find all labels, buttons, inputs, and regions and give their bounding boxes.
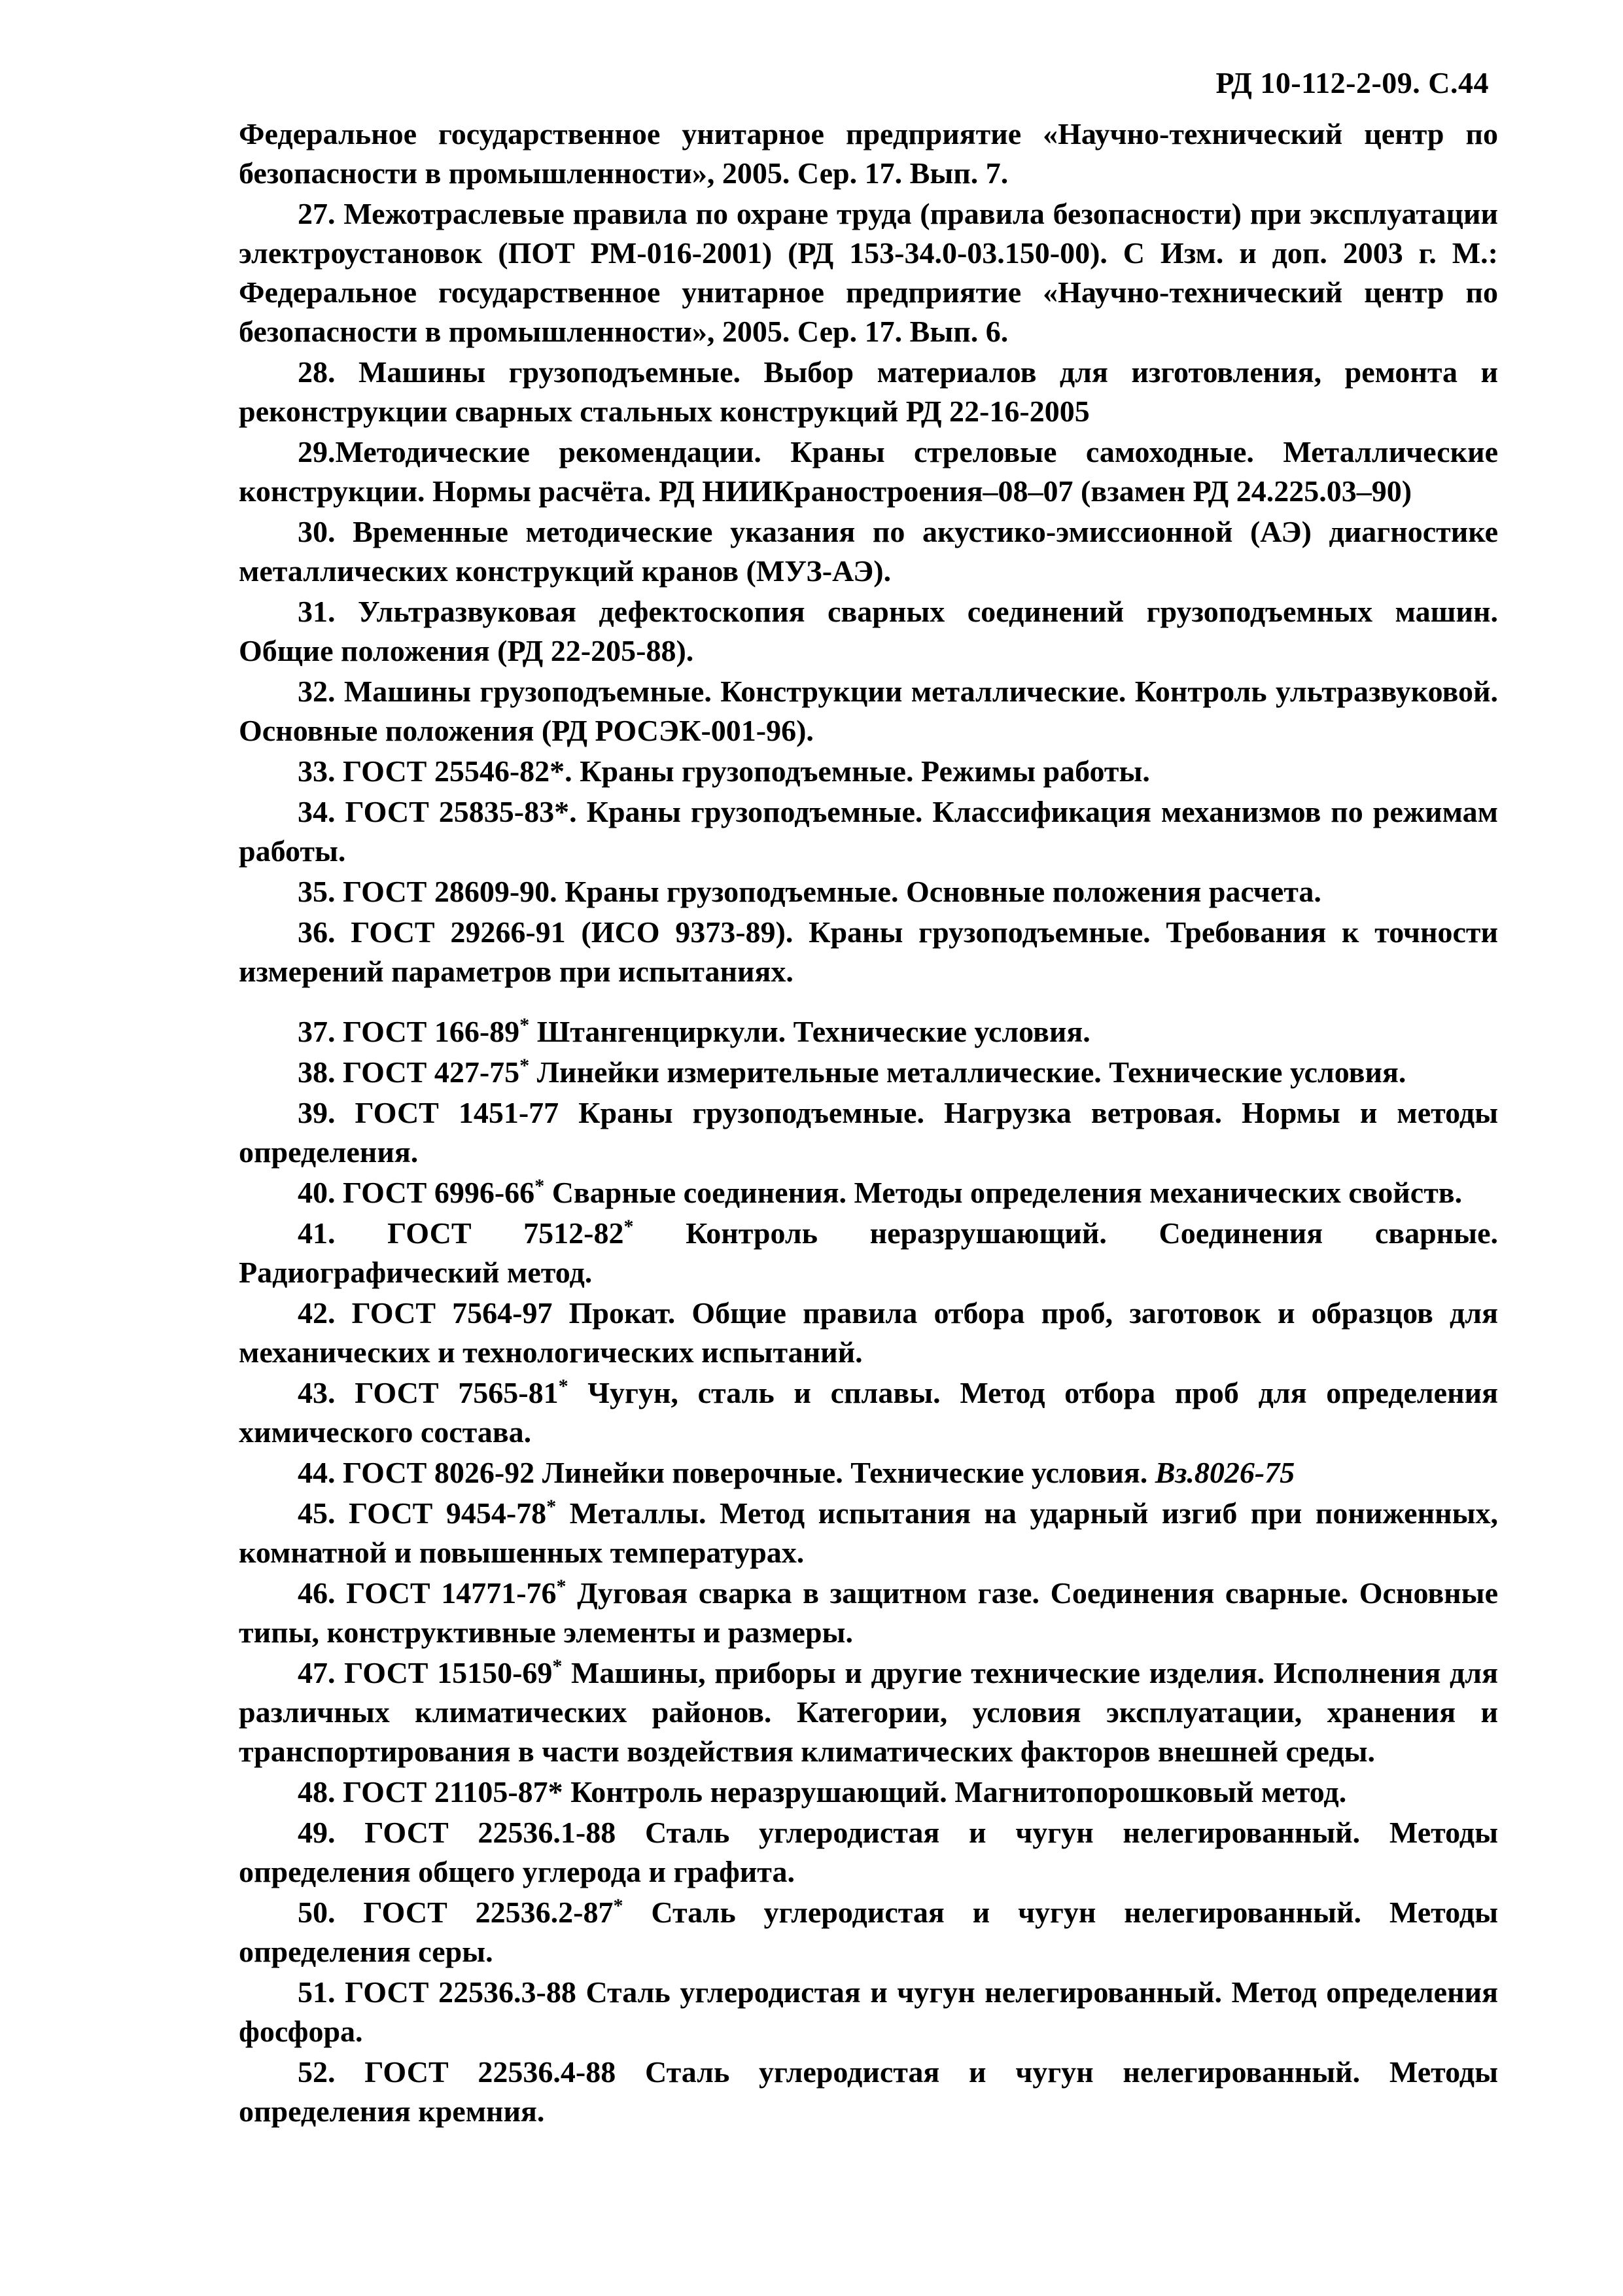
reference-title: Сталь углеродистая и чугун нелегированный. Методы определения кремния.: [239, 2055, 1498, 2128]
reference-code: 47. ГОСТ 15150-69: [298, 1656, 553, 1689]
reference-item-29: 29.Методические рекомендации. Краны стреловые самоходные. Металлические конструкции. Нормы расчёта. РД НИИКраностроения–08–07 (взамен РД 24.225.03–90): [239, 435, 1498, 508]
reference-item-52: [239, 2053, 1498, 2131]
footnote-asterisk: *: [519, 1014, 530, 1036]
reference-code: 37. ГОСТ 166-89: [298, 1015, 520, 1048]
reference-item-38: [239, 1053, 1498, 1092]
reference-code: 49. ГОСТ 22536.1-88: [298, 1816, 616, 1849]
reference-code: 50. ГОСТ 22536.2-87: [298, 1896, 614, 1929]
reference-item-45: [239, 1494, 1498, 1572]
reference-title: Краны грузоподъемные. Нагрузка ветровая. Нормы и методы определения.: [239, 1096, 1499, 1169]
reference-title: Прокат. Общие правила отбора проб, заготовок и образцов для механических и технологических испытаний.: [239, 1296, 1498, 1369]
reference-item-39: [239, 1093, 1498, 1172]
reference-item-40: [239, 1173, 1498, 1212]
reference-item-41: [239, 1214, 1498, 1292]
reference-code: 38. ГОСТ 427-75: [298, 1055, 520, 1089]
reference-item-44: [239, 1453, 1498, 1492]
reference-title: Штангенциркули. Технические условия.: [529, 1015, 1091, 1048]
reference-title: Машины, приборы и другие технические изделия. Исполнения для различных климатических районов. Категории, условия эксплуатации, хранения и транспортирования в части воздействия климатических факторов внешней среды.: [239, 1656, 1498, 1768]
document-reference-header: РД 10-112-2-09. С.44: [1215, 66, 1489, 99]
reference-item-34: 34. ГОСТ 25835-83*. Краны грузоподъемные. Классификация механизмов по режимам работы.: [239, 795, 1498, 868]
reference-title: Металлы. Метод испытания на ударный изгиб при пониженных, комнатной и повышенных температурах.: [239, 1496, 1499, 1569]
reference-list: [239, 115, 1498, 2132]
reference-title: Контроль неразрушающий. Соединения сварные. Радиографический метод.: [239, 1216, 1498, 1289]
reference-title: Линейки поверочные. Технические условия.: [534, 1456, 1155, 1489]
reference-code: 48. ГОСТ 21105-87*: [298, 1775, 563, 1809]
reference-title: Сталь углеродистая и чугун нелегированный. Методы определения общего углерода и графита.: [239, 1816, 1498, 1888]
replacement-note: Вз.8026-75: [1155, 1456, 1295, 1489]
reference-title: Сталь углеродистая и чугун нелегированный. Метод определения фосфора.: [239, 1975, 1498, 2048]
reference-title: Чугун, сталь и сплавы. Метод отбора проб для определения химического состава.: [239, 1376, 1498, 1449]
reference-item-46: [239, 1574, 1498, 1652]
reference-code: 45. ГОСТ 9454-78: [298, 1496, 547, 1530]
footnote-asterisk: *: [552, 1655, 563, 1677]
footnote-asterisk: *: [613, 1895, 623, 1916]
reference-item-48: [239, 1773, 1498, 1812]
reference-item-31: 31. Ультразвуковая дефектоскопия сварных соединений грузоподъемных машин. Общие положения (РД 22-205-88).: [239, 595, 1498, 667]
footnote-asterisk: *: [556, 1576, 567, 1597]
reference-item-50: [239, 1893, 1498, 1971]
reference-code: 42. ГОСТ 7564-97: [298, 1296, 553, 1330]
reference-code: 51. ГОСТ 22536.3-88: [298, 1975, 576, 2009]
reference-item-27: 27. Межотраслевые правила по охране труда (правила безопасности) при эксплуатации электроустановок (ПОТ РМ-016-2001) (РД 153-34.0-03.150-00). С Изм. и доп. 2003 г. М.: Федеральное государственное унитарное предприятие «Научно-технический центр по безопасности в промышленности», 2005. Сер. 17. Вып. 6.: [239, 197, 1498, 348]
reference-item-51: [239, 1973, 1498, 2051]
reference-code: 39. ГОСТ 1451-77: [298, 1096, 559, 1129]
reference-continuation: Федеральное государственное унитарное предприятие «Научно-технический центр по безопасности в промышленности», 2005. Сер. 17. Вып. 7.: [239, 117, 1498, 190]
reference-code: 43. ГОСТ 7565-81: [298, 1376, 559, 1409]
reference-title: Дуговая сварка в защитном газе. Соединения сварные. Основные типы, конструктивные элементы и размеры.: [239, 1576, 1498, 1649]
reference-title: Линейки измерительные металлические. Технические условия.: [529, 1055, 1406, 1089]
reference-item-36: 36. ГОСТ 29266-91 (ИСО 9373-89). Краны грузоподъемные. Требования к точности измерений параметров при испытаниях.: [239, 915, 1498, 988]
reference-code: 44. ГОСТ 8026-92: [298, 1456, 535, 1489]
reference-title: Контроль неразрушающий. Магнитопорошковый метод.: [563, 1775, 1347, 1809]
reference-title: Сварные соединения. Методы определения механических свойств.: [544, 1176, 1463, 1209]
reference-item-35: 35. ГОСТ 28609-90. Краны грузоподъемные. Основные положения расчета.: [298, 875, 1321, 908]
footnote-asterisk: *: [623, 1216, 634, 1237]
reference-item-49: [239, 1813, 1498, 1892]
reference-item-33: 33. ГОСТ 25546-82*. Краны грузоподъемные. Режимы работы.: [298, 754, 1150, 788]
reference-item-43: [239, 1373, 1498, 1452]
reference-item-47: [239, 1653, 1498, 1771]
footnote-asterisk: *: [558, 1375, 568, 1397]
reference-item-37: [239, 1012, 1498, 1051]
footnote-asterisk: *: [534, 1175, 545, 1197]
footnote-asterisk: *: [519, 1055, 530, 1076]
reference-title: Сталь углеродистая и чугун нелегированный. Методы определения серы.: [239, 1896, 1498, 1968]
reference-code: 52. ГОСТ 22536.4-88: [298, 2055, 616, 2089]
reference-code: 46. ГОСТ 14771-76: [298, 1576, 557, 1610]
reference-code: 40. ГОСТ 6996-66: [298, 1176, 535, 1209]
reference-item-42: [239, 1294, 1498, 1372]
reference-item-30: 30. Временные методические указания по акустико-эмиссионной (АЭ) диагностике металлических конструкций кранов (МУЗ-АЭ).: [239, 515, 1498, 588]
reference-code: 41. ГОСТ 7512-82: [298, 1216, 624, 1250]
reference-item-32: 32. Машины грузоподъемные. Конструкции металлические. Контроль ультразвуковой. Основные положения (РД РОСЭК-001-96).: [239, 675, 1498, 747]
footnote-asterisk: *: [546, 1496, 557, 1517]
reference-item-28: 28. Машины грузоподъемные. Выбор материалов для изготовления, ремонта и реконструкции сварных стальных конструкций РД 22-16-2005: [239, 355, 1498, 428]
